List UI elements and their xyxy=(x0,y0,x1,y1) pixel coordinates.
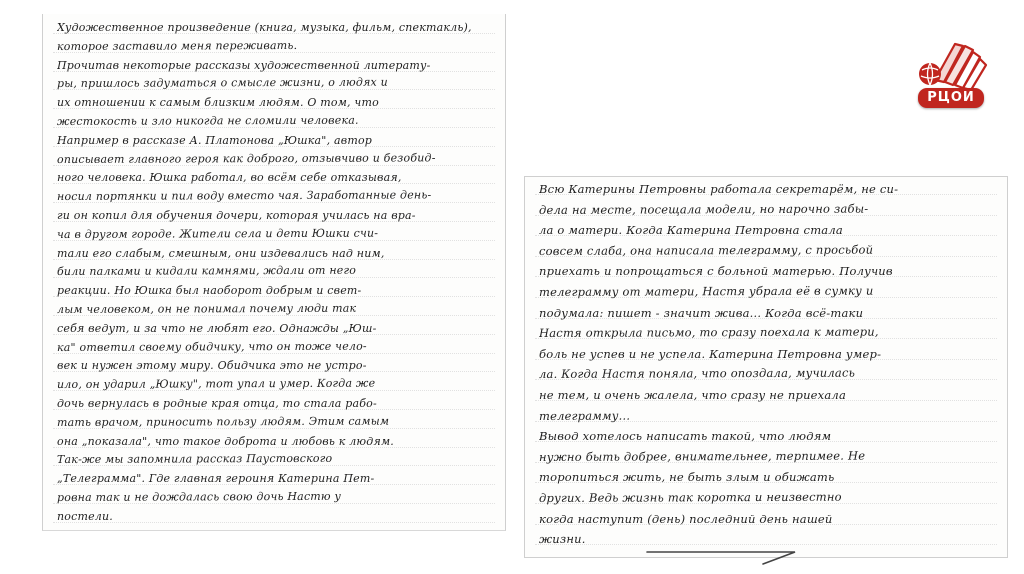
handwritten-line: подумала: пишет - значит жива... Когда всё-таки xyxy=(539,305,864,320)
essay-page-left xyxy=(42,14,506,531)
handwritten-line: нужно быть добрее, внимательнее, терпимее. Не xyxy=(538,448,866,464)
handwritten-line: телеграмму от матери, Настя убрала её в сумку и xyxy=(538,283,874,299)
handwritten-line: Вывод хотелось написать такой, что людям xyxy=(539,429,832,444)
handwritten-line: ка" ответил своему обидчику, что он тоже чело- xyxy=(56,339,367,354)
handwritten-line: которое заставило меня переживать. xyxy=(56,38,298,53)
handwritten-line: реакции. Но Юшка был наоборот добрым и свет- xyxy=(57,284,362,298)
handwritten-line: себя ведут, и за что не любят его. Однажды „Юш- xyxy=(57,321,377,335)
handwritten-text-right xyxy=(525,177,1007,557)
handwritten-line: когда наступит (день) последний день нашей xyxy=(539,511,833,526)
handwritten-line: других. Ведь жизнь так коротка и неизвестно xyxy=(538,489,842,505)
handwritten-line: Всю Катерины Петровны работала секретарём, не си- xyxy=(539,182,899,196)
handwritten-line: ровна так и не дождалась свою дочь Настю у xyxy=(56,489,342,504)
handwritten-line: Например в рассказе А. Платонова „Юшка", автор xyxy=(57,133,373,147)
handwritten-line: приехать и попрощаться с больной матерью. Получив xyxy=(539,264,893,279)
handwritten-line: постели. xyxy=(57,509,113,523)
handwritten-line: Так-же мы запомнила рассказ Паустовского xyxy=(56,452,333,467)
handwritten-line: ла о матери. Когда Катерина Петровна стала xyxy=(539,223,843,238)
handwritten-line: Настя открыла письмо, то сразу поехала к матери, xyxy=(538,324,879,341)
handwritten-line: носил портянки и пил воду вместо чая. Заработанные день- xyxy=(56,188,432,204)
handwritten-line: ча в другом городе. Жители села и дети Юшки счи- xyxy=(56,226,379,241)
essay-page-right xyxy=(524,176,1008,558)
handwritten-line: ного человека. Юшка работал, во всём себе отказывая, xyxy=(57,171,402,185)
handwritten-line: дочь вернулась в родные края отца, то стала рабо- xyxy=(57,397,377,410)
handwritten-line: боль не успев и не успела. Катерина Петровна умер- xyxy=(539,346,882,361)
handwritten-line: она „показала", что такое доброта и любовь к людям. xyxy=(57,434,394,448)
handwritten-line: ги он копил для обучения дочери, которая училась на вра- xyxy=(57,209,416,222)
handwritten-line: „Телеграмма". Где главная героиня Катерина Пет- xyxy=(57,472,375,486)
handwritten-line: тать врачом, приносить пользу людям. Этим самым xyxy=(56,414,390,429)
pen-stroke-mark xyxy=(645,548,810,566)
handwritten-line: били палками и кидали камнями, ждали от него xyxy=(56,264,357,279)
handwritten-line: телеграмму... xyxy=(538,408,631,423)
handwritten-line: ла. Когда Настя поняла, что опоздала, мучилась xyxy=(538,366,856,382)
handwritten-line: Прочитав некоторые рассказы художественной литерату- xyxy=(57,58,431,72)
handwritten-line: ило, он ударил „Юшку", тот упал и умер. Когда же xyxy=(56,376,376,392)
logo-caption: РЦОИ xyxy=(918,88,984,108)
handwritten-line: ры, пришлось задуматься о смысле жизни, о людях и xyxy=(56,75,388,91)
handwritten-line: описывает главного героя как доброго, отзывчиво и безобид- xyxy=(56,150,436,166)
handwritten-line: жизни. xyxy=(538,531,586,547)
handwritten-line: жестокость и зло никогда не сломили человека. xyxy=(56,113,359,128)
handwritten-line: лым человеком, он не понимал почему люди так xyxy=(56,301,357,316)
handwritten-line: дела на месте, посещала модели, но нарочно забы- xyxy=(538,201,869,217)
handwritten-line: век и нужен этому миру. Обидчика это не устро- xyxy=(57,359,367,373)
handwritten-line: не тем, и очень жалела, что сразу не приехала xyxy=(539,388,847,402)
handwritten-text-left xyxy=(43,14,505,530)
handwritten-line: Художественное произведение (книга, музыка, фильм, спектакль), xyxy=(57,21,472,34)
handwritten-line: их отношении к самым близким людям. О том, что xyxy=(57,96,379,110)
handwritten-line: торопиться жить, не быть злым и обижать xyxy=(539,470,835,485)
handwritten-line: совсем слаба, она написала телеграмму, с просьбой xyxy=(538,242,874,258)
handwritten-line: тали его слабым, смешным, они издевались над ним, xyxy=(57,246,385,260)
